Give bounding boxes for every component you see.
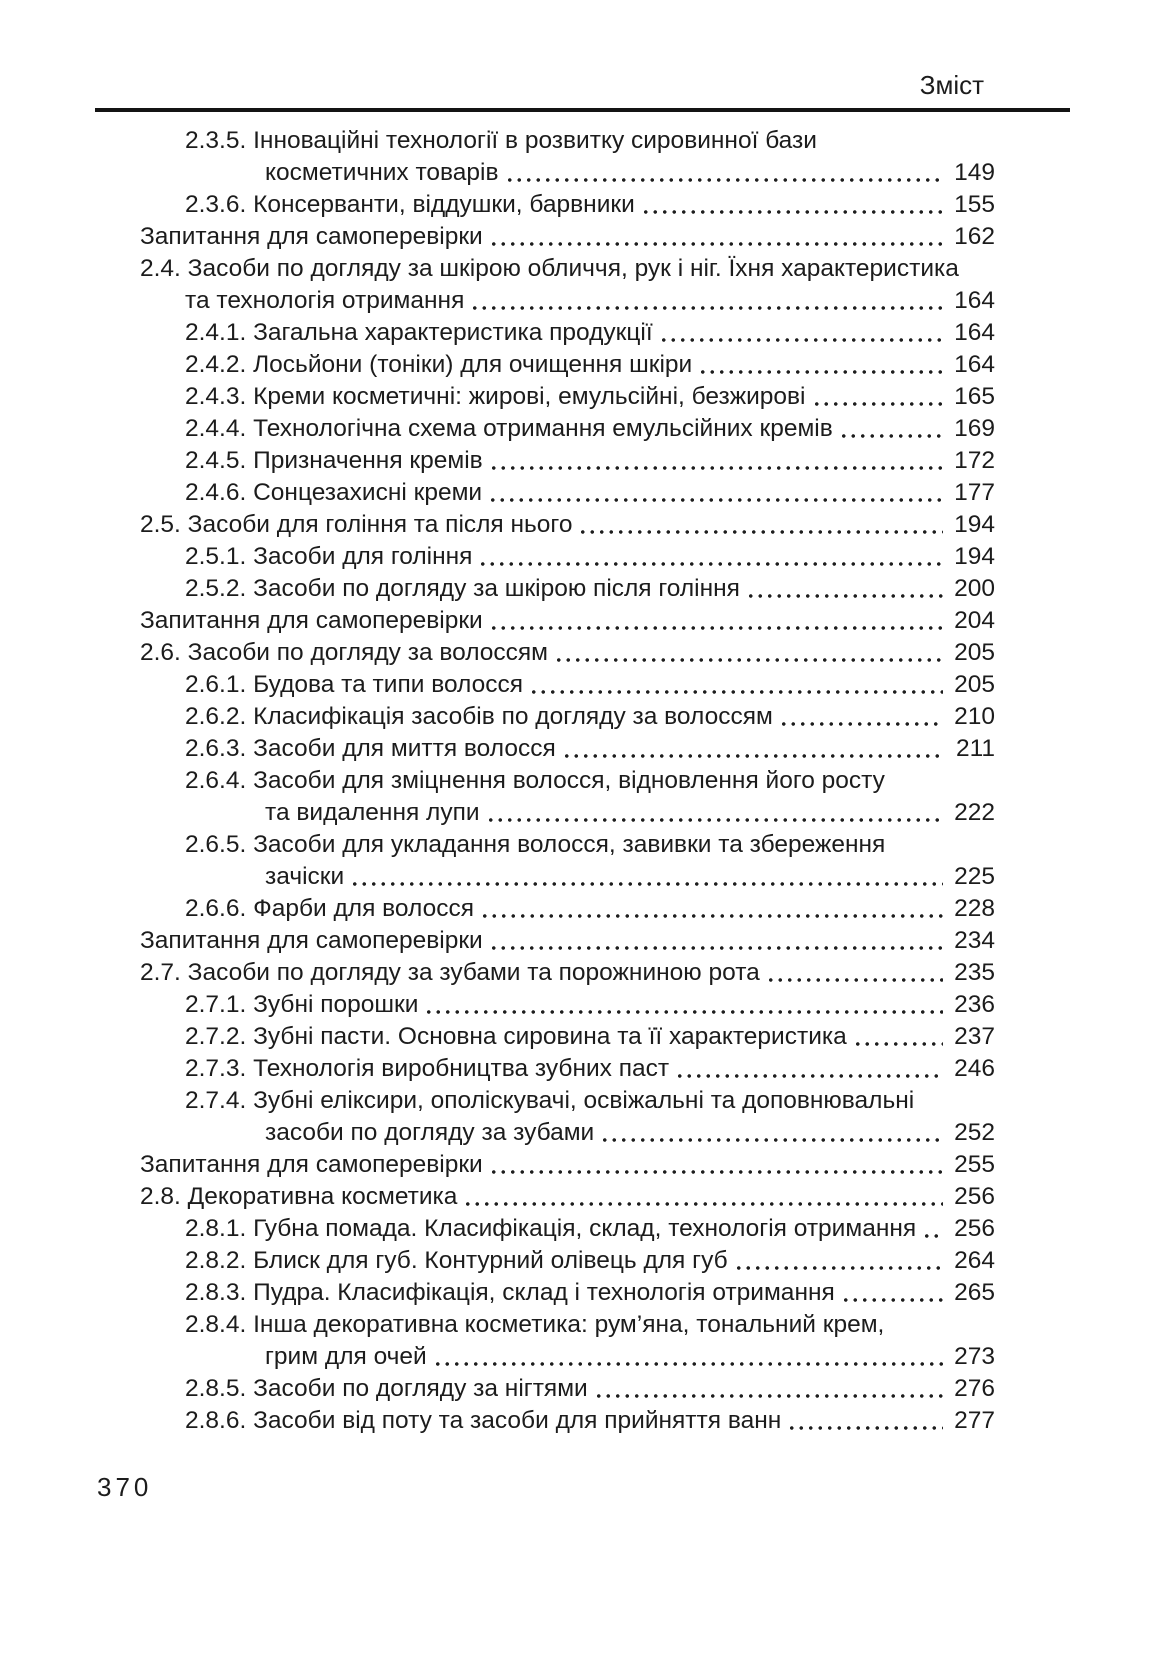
toc-page-number: 234: [954, 927, 995, 954]
toc-entry: [185, 1021, 995, 1053]
toc-line: [185, 1373, 995, 1405]
toc-entry-title: 2.6. Засоби по догляду за волоссям: [140, 639, 549, 666]
toc-entry: [185, 1405, 995, 1437]
toc-page-number: 194: [954, 511, 995, 538]
toc-entry-title: 2.5.2. Засоби по догляду за шкірою після гоління: [185, 575, 740, 602]
dot-leader: [696, 349, 943, 381]
toc-page-number: 210: [954, 703, 995, 730]
toc-page-number: 164: [954, 351, 995, 378]
toc-entry: [140, 221, 995, 253]
toc-entry-title: 2.6.4. Засоби для зміцнення волосся, відновлення його росту: [185, 767, 885, 794]
toc-line: [265, 861, 995, 893]
toc-line: [185, 669, 995, 701]
toc-page-number: 252: [954, 1119, 995, 1146]
toc-entry: [140, 957, 995, 989]
toc-line: [265, 1341, 995, 1373]
toc-entry-title: 2.4.1. Загальна характеристика продукції: [185, 319, 653, 346]
dot-leader: [468, 285, 943, 317]
toc-entry-title: косметичних товарів: [265, 159, 499, 186]
toc-entry: [185, 125, 995, 189]
toc-entry: [185, 445, 995, 477]
dot-leader: [598, 1117, 943, 1149]
dot-leader: [560, 733, 943, 765]
toc-entry-title: 2.8.4. Інша декоративна косметика: рум’яна, тональний крем,: [185, 1311, 885, 1338]
toc-line: [185, 1309, 995, 1341]
toc-line: [185, 381, 995, 413]
toc-page-number: 255: [954, 1151, 995, 1178]
toc-line: [185, 189, 995, 221]
dot-leader: [764, 957, 943, 989]
toc-entry: [185, 1309, 995, 1373]
toc-page-number: 164: [954, 287, 995, 314]
page-content: [95, 0, 1070, 1437]
toc-line: [185, 349, 995, 381]
dot-leader: [785, 1405, 943, 1437]
toc-entry-title: грим для очей: [265, 1343, 427, 1370]
toc-entry-title: 2.4.3. Креми косметичні: жирові, емульсійні, безжирові: [185, 383, 806, 410]
dot-leader: [576, 509, 943, 541]
toc-entry-title: 2.4.2. Лосьйони (тоніки) для очищення шкіри: [185, 351, 693, 378]
toc-line: [265, 157, 995, 189]
toc-entry-title: 2.4. Засоби по догляду за шкірою обличчя, рук і ніг. Їхня характеристика: [140, 255, 959, 282]
dot-leader: [431, 1341, 943, 1373]
toc-line: [140, 509, 995, 541]
toc-entry: [185, 1213, 995, 1245]
toc-entry: [185, 189, 995, 221]
toc-line: [185, 445, 995, 477]
toc-line: [185, 477, 995, 509]
dot-leader: [487, 605, 943, 637]
toc-line: [140, 1149, 995, 1181]
toc-page-number: 172: [954, 447, 995, 474]
toc-page-number: 162: [954, 223, 995, 250]
dot-leader: [478, 893, 943, 925]
toc-page-number: 164: [954, 319, 995, 346]
toc-entry-title: 2.8.2. Блиск для губ. Контурний олівець для губ: [185, 1247, 728, 1274]
toc-page-number: 177: [954, 479, 995, 506]
toc-list: [140, 125, 995, 1437]
toc-entry: [185, 765, 995, 829]
toc-entry: [185, 829, 995, 893]
toc-page-number: 264: [954, 1247, 995, 1274]
toc-entry: [185, 733, 995, 765]
toc-line: [185, 1277, 995, 1309]
toc-entry-title: 2.5.1. Засоби для гоління: [185, 543, 473, 570]
toc-entry: [185, 573, 995, 605]
toc-entry-title: та технологія отримання: [185, 287, 465, 314]
toc-page-number: 205: [954, 671, 995, 698]
toc-line: [185, 317, 995, 349]
footer-page-number: 370: [97, 1472, 153, 1502]
running-head-title: Зміст: [919, 70, 984, 100]
toc-entry-title: 2.7.4. Зубні еліксири, ополіскувачі, освіжальні та доповнювальні: [185, 1087, 915, 1114]
toc-entry: [185, 989, 995, 1021]
toc-line: [185, 573, 995, 605]
toc-page-number: 265: [954, 1279, 995, 1306]
dot-leader: [810, 381, 944, 413]
toc-page-number: 211: [955, 735, 995, 762]
toc-page-number: 169: [954, 415, 995, 442]
toc-entry: [185, 893, 995, 925]
toc-line: [185, 413, 995, 445]
toc-entry-title: Запитання для самоперевірки: [140, 607, 483, 634]
toc-page-number: 273: [954, 1343, 995, 1370]
toc-entry: [185, 1053, 995, 1085]
toc-entry: [140, 509, 995, 541]
toc-entry: [185, 317, 995, 349]
toc-page-number: 205: [954, 639, 995, 666]
toc-entry: [185, 1277, 995, 1309]
dot-leader: [486, 477, 943, 509]
toc-entry-title: 2.8. Декоративна косметика: [140, 1183, 458, 1210]
toc-page-number: 222: [954, 799, 995, 826]
toc-line: [185, 1085, 995, 1117]
toc-entry: [140, 925, 995, 957]
toc-line: [185, 125, 995, 157]
dot-leader: [851, 1021, 943, 1053]
toc-entry: [140, 1149, 995, 1181]
toc-entry-title: 2.6.3. Засоби для миття волосся: [185, 735, 556, 762]
toc-line: [140, 1181, 995, 1213]
dot-leader: [837, 413, 943, 445]
dot-leader: [487, 221, 943, 253]
toc-entry-title: 2.8.5. Засоби по догляду за нігтями: [185, 1375, 588, 1402]
toc-page-number: 246: [954, 1055, 995, 1082]
dot-leader: [552, 637, 943, 669]
dot-leader: [487, 445, 943, 477]
dot-leader: [732, 1245, 943, 1277]
toc-entry: [140, 1181, 995, 1213]
dot-leader: [839, 1277, 943, 1309]
toc-line: [185, 893, 995, 925]
toc-entry: [140, 253, 995, 317]
toc-entry-title: 2.7.1. Зубні порошки: [185, 991, 419, 1018]
toc-entry-title: 2.3.5. Інноваційні технології в розвитку сировинної бази: [185, 127, 817, 154]
toc-page-number: 204: [954, 607, 995, 634]
toc-page-number: 225: [954, 863, 995, 890]
toc-line: [185, 829, 995, 861]
toc-entry-title: 2.4.6. Сонцезахисні креми: [185, 479, 483, 506]
dot-leader: [592, 1373, 943, 1405]
toc-entry-title: 2.4.4. Технологічна схема отримання емульсійних кремів: [185, 415, 833, 442]
toc-entry-title: 2.6.2. Класифікація засобів по догляду за волоссям: [185, 703, 773, 730]
dot-leader: [920, 1213, 943, 1245]
toc-entry: [185, 669, 995, 701]
toc-entry-title: 2.7. Засоби по догляду за зубами та порожниною рота: [140, 959, 760, 986]
toc-line: [185, 1053, 995, 1085]
toc-line: [140, 637, 995, 669]
dot-leader: [657, 317, 943, 349]
toc-entry: [185, 349, 995, 381]
dot-leader: [503, 157, 944, 189]
toc-line: [265, 797, 995, 829]
header-rule: [95, 108, 1070, 112]
toc-line: [185, 1405, 995, 1437]
dot-leader: [422, 989, 943, 1021]
toc-line: [140, 605, 995, 637]
toc-entry-title: Запитання для самоперевірки: [140, 223, 483, 250]
toc-entry: [185, 1085, 995, 1149]
toc-page-number: 194: [954, 543, 995, 570]
toc-entry: [185, 1245, 995, 1277]
toc-line: [140, 253, 995, 285]
toc-page-number: 236: [954, 991, 995, 1018]
toc-line: [185, 765, 995, 797]
toc-page-number: 149: [954, 159, 995, 186]
dot-leader: [487, 1149, 943, 1181]
dot-leader: [484, 797, 943, 829]
toc-entry-title: 2.6.6. Фарби для волосся: [185, 895, 474, 922]
toc-page-number: 228: [954, 895, 995, 922]
dot-leader: [744, 573, 943, 605]
dot-leader: [527, 669, 943, 701]
toc-entry: [185, 701, 995, 733]
toc-page-number: 235: [954, 959, 995, 986]
dot-leader: [673, 1053, 943, 1085]
toc-entry-title: Запитання для самоперевірки: [140, 927, 483, 954]
dot-leader: [487, 925, 943, 957]
toc-entry: [185, 1373, 995, 1405]
toc-page-number: 277: [954, 1407, 995, 1434]
toc-line: [185, 285, 995, 317]
toc-page-number: 237: [954, 1023, 995, 1050]
toc-line: [140, 221, 995, 253]
toc-line: [185, 989, 995, 1021]
toc-line: [185, 701, 995, 733]
toc-entry-title: 2.6.1. Будова та типи волосся: [185, 671, 524, 698]
toc-entry: [185, 541, 995, 573]
toc-line: [265, 1117, 995, 1149]
toc-line: [185, 733, 995, 765]
dot-leader: [476, 541, 943, 573]
toc-entry-title: Запитання для самоперевірки: [140, 1151, 483, 1178]
toc-page-number: 155: [954, 191, 995, 218]
toc-entry: [140, 605, 995, 637]
toc-line: [185, 1021, 995, 1053]
toc-entry-title: 2.8.6. Засоби від поту та засоби для прийняття ванн: [185, 1407, 782, 1434]
toc-entry: [140, 637, 995, 669]
toc-entry-title: 2.7.3. Технологія виробництва зубних паст: [185, 1055, 670, 1082]
toc-line: [140, 957, 995, 989]
dot-leader: [639, 189, 943, 221]
toc-entry-title: 2.8.3. Пудра. Класифікація, склад і технологія отримання: [185, 1279, 835, 1306]
toc-line: [140, 925, 995, 957]
toc-page-number: 276: [954, 1375, 995, 1402]
toc-entry-title: 2.3.6. Консерванти, віддушки, барвники: [185, 191, 635, 218]
toc-entry-title: 2.7.2. Зубні пасти. Основна сировина та її характеристика: [185, 1023, 847, 1050]
toc-entry-title: 2.5. Засоби для гоління та після нього: [140, 511, 573, 538]
page-header: [95, 0, 1070, 101]
toc-page-number: 256: [954, 1215, 995, 1242]
toc-line: [185, 1245, 995, 1277]
toc-entry-title: 2.6.5. Засоби для укладання волосся, завивки та збереження: [185, 831, 886, 858]
toc-entry: [185, 477, 995, 509]
toc-entry: [185, 413, 995, 445]
toc-entry-title: зачіски: [265, 863, 345, 890]
dot-leader: [348, 861, 943, 893]
toc-entry-title: 2.8.1. Губна помада. Класифікація, склад, технологія отримання: [185, 1215, 917, 1242]
toc-entry: [185, 381, 995, 413]
toc-line: [185, 1213, 995, 1245]
toc-entry-title: засоби по догляду за зубами: [265, 1119, 595, 1146]
toc-entry-title: 2.4.5. Призначення кремів: [185, 447, 483, 474]
toc-entry-title: та видалення лупи: [265, 799, 480, 826]
dot-leader: [461, 1181, 943, 1213]
toc-page-number: 256: [954, 1183, 995, 1210]
toc-page-number: 200: [954, 575, 995, 602]
toc-line: [185, 541, 995, 573]
dot-leader: [777, 701, 943, 733]
toc-page-number: 165: [954, 383, 995, 410]
